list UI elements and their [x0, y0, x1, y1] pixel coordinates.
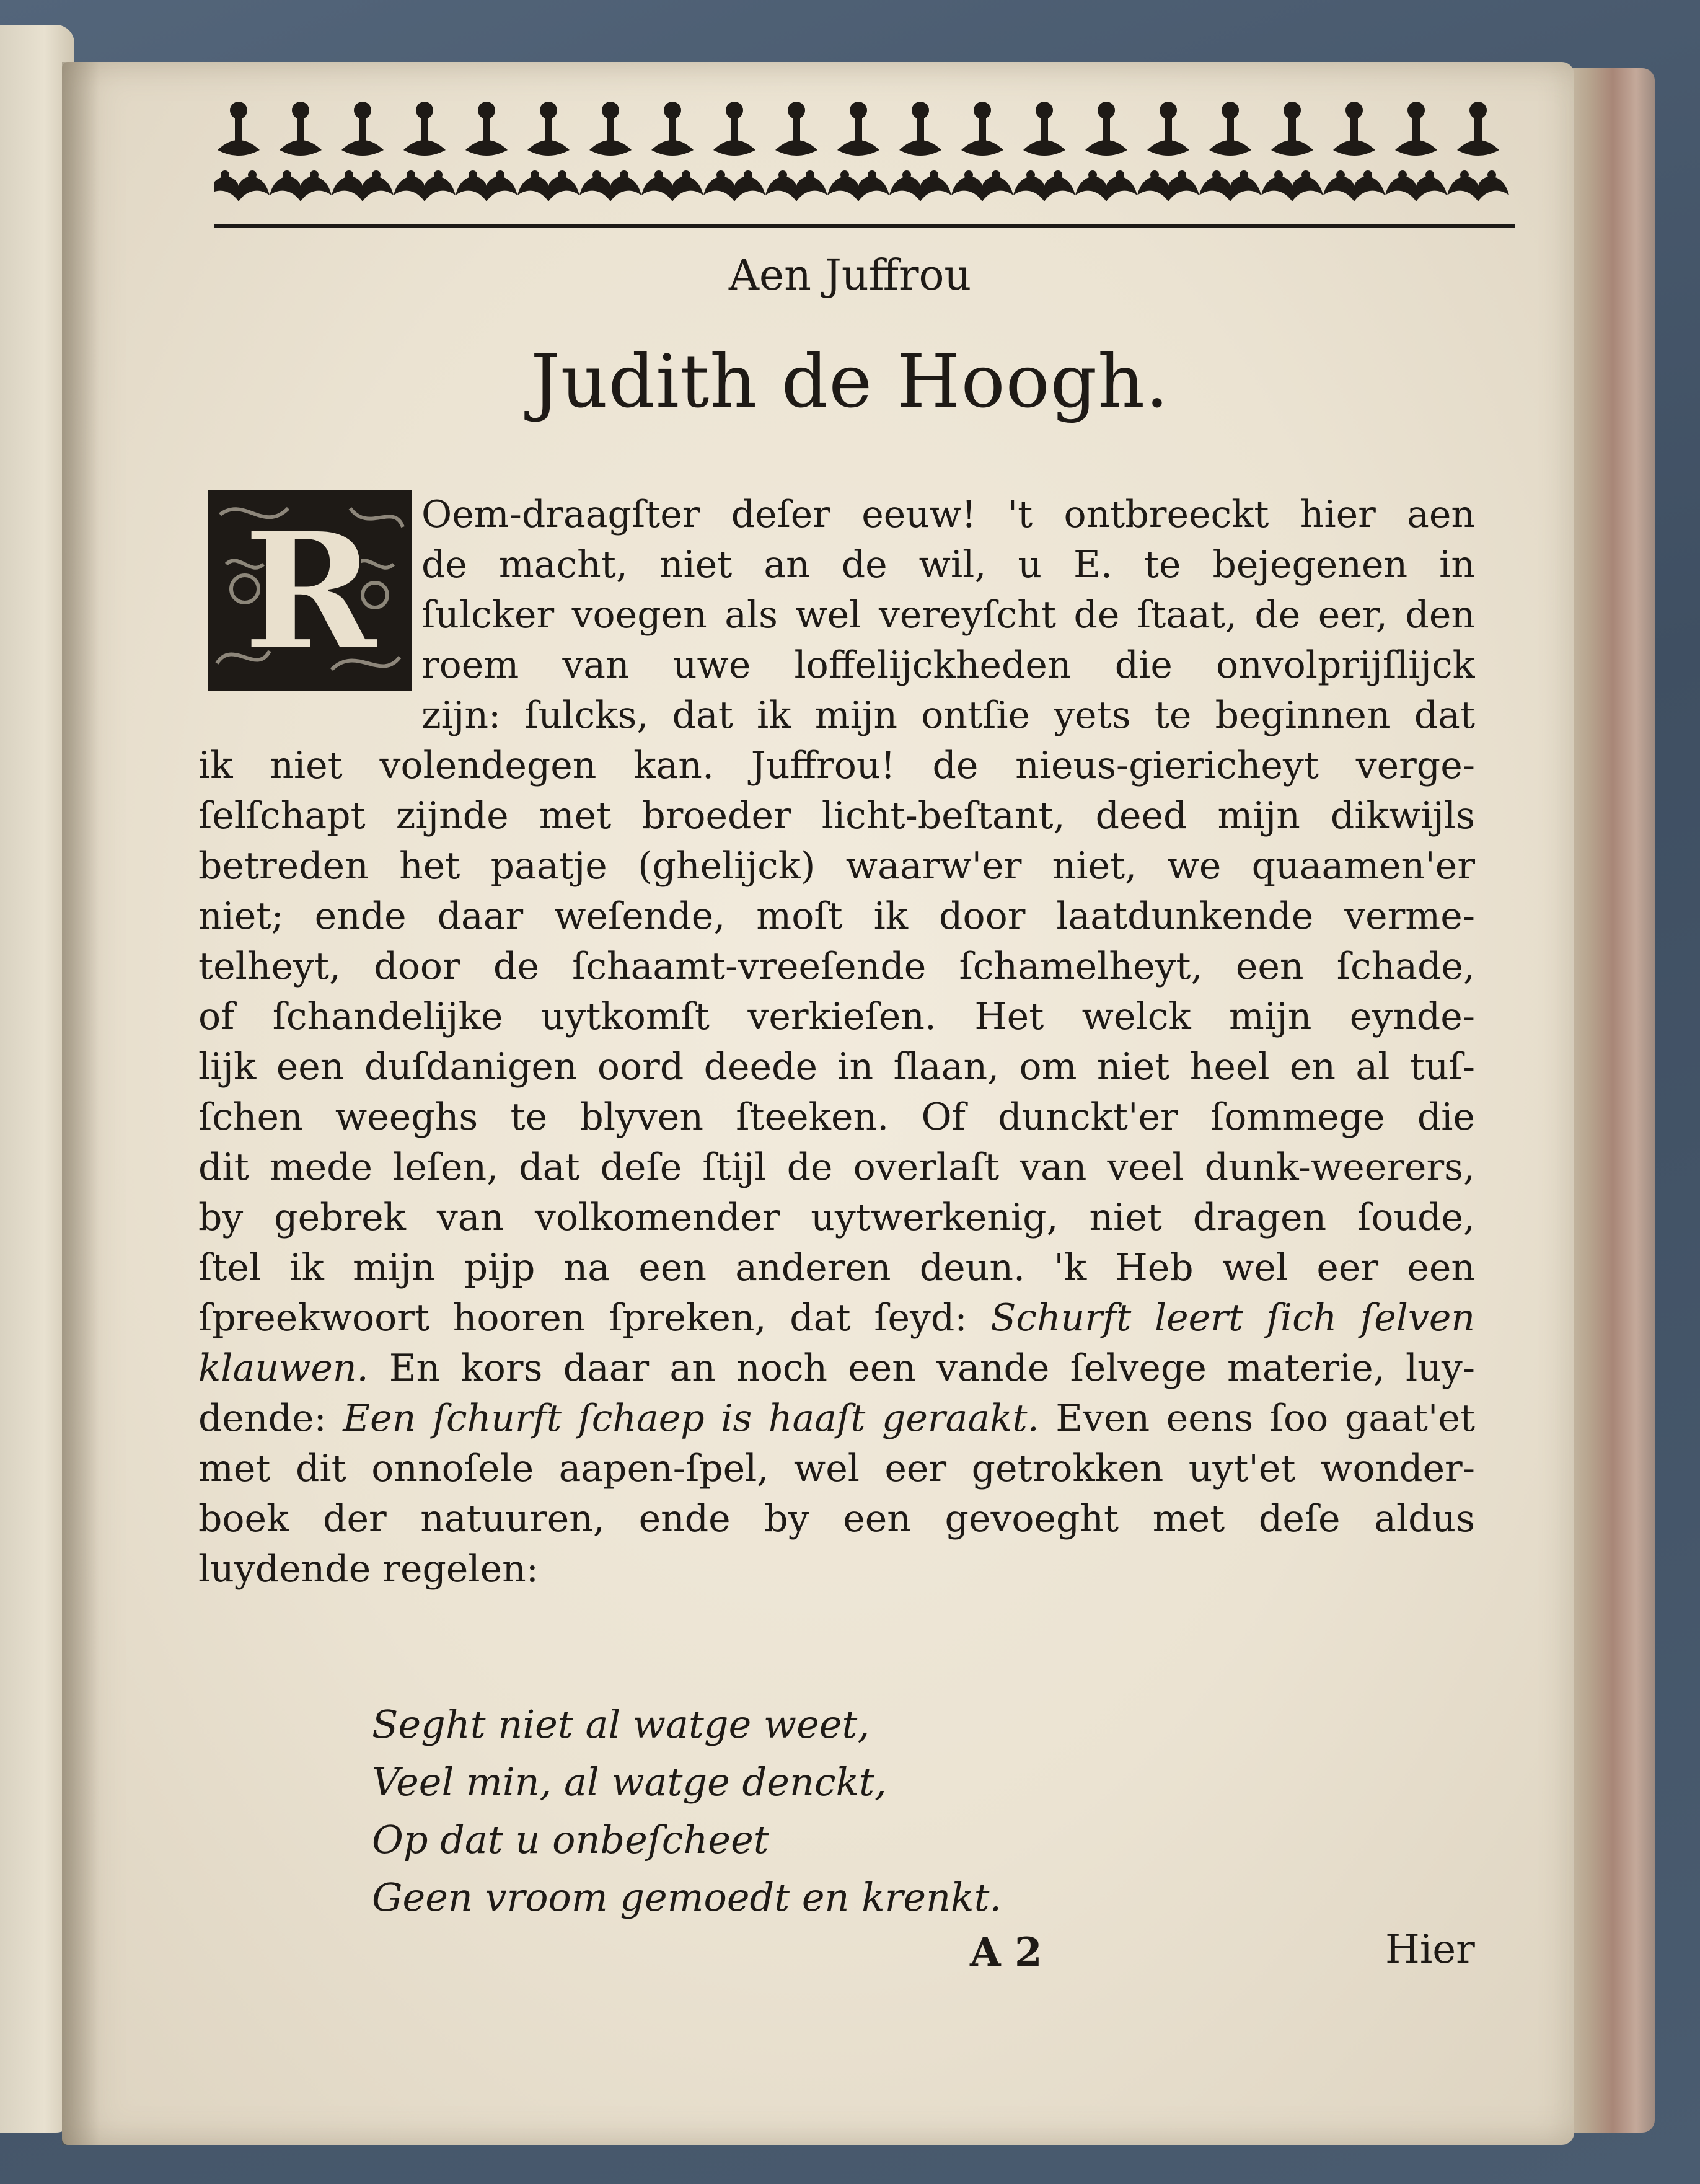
body-text-segment: zijn: ſulcks, dat ik mijn ontſie yets te beginnen dat	[421, 694, 1475, 737]
fleuron-ornament	[1137, 102, 1199, 201]
body-text-segment: dende:	[198, 1397, 343, 1440]
body-text-segment: lijk een duſdanigen oord deede in ſlaan, om niet heel en al tuſ-	[198, 1045, 1475, 1089]
body-text-segment: ſelſchapt zijnde met broeder licht-beſtant, deed mijn dikwijls	[198, 794, 1475, 838]
italic-quote: Een ſchurft ſchaep is haaſt geraakt.	[343, 1397, 1039, 1440]
fleuron-ornament	[332, 102, 394, 201]
catchword: Hier	[1385, 1927, 1475, 1973]
body-line	[198, 640, 1475, 691]
body-text-segment: de macht, niet an de wil, u E. te bejegenen in	[421, 543, 1475, 586]
fleuron-ornament	[394, 102, 456, 201]
body-line	[198, 1494, 1475, 1544]
body-text-segment: En kors daar an noch een vande ſelvege materie, luy-	[368, 1346, 1475, 1390]
fleuron-ornament	[1199, 102, 1261, 201]
fleuron-ornament	[765, 102, 827, 201]
italic-quote: Schurft leert ſich ſelven	[990, 1296, 1475, 1340]
poem-line: Geen vroom gemoedt en krenkt.	[372, 1875, 1002, 1920]
body-line	[198, 590, 1475, 640]
body-line	[198, 691, 1475, 741]
body-line	[198, 540, 1475, 590]
body-line	[198, 1143, 1475, 1193]
poem-line: Veel min, al watge denckt,	[372, 1759, 887, 1805]
signature-mark: A 2	[970, 1929, 1042, 1976]
body-line	[198, 791, 1475, 841]
page-title: Judith de Hoogh.	[531, 338, 1169, 424]
fleuron-ornament	[1261, 102, 1323, 201]
body-line	[198, 992, 1475, 1042]
fleuron-ornament	[889, 102, 951, 201]
body-text-segment: ſpreekwoort hooren ſpreken, dat ſeyd:	[198, 1296, 991, 1340]
poem-line: Op dat u onbeſcheet	[372, 1817, 769, 1862]
body-text-segment: Oem-draagſter deſer eeuw! 't ontbreeckt hier aen	[421, 493, 1475, 536]
poem-stanza	[372, 1695, 1116, 1926]
body-line	[198, 891, 1475, 942]
fleuron-ornament	[214, 102, 270, 201]
fleuron-ornament	[827, 102, 889, 201]
fleuron-ornament	[1323, 102, 1385, 201]
fleuron-ornament	[517, 102, 579, 201]
fleuron-ornament	[1075, 102, 1137, 201]
body-text-segment: niet; ende daar weſende, moſt ik door laatdunkende verme-	[198, 895, 1475, 938]
fleuron-ornament	[1385, 102, 1447, 201]
fleuron-ornament	[579, 102, 641, 201]
drop-cap-letter: R	[242, 497, 377, 686]
body-line	[198, 1343, 1475, 1394]
ornamental-header-band	[214, 93, 1515, 229]
body-text-segment: telheyt, door de ſchaamt-vreeſende ſchamelheyt, een ſchade,	[198, 945, 1475, 988]
body-text-segment: roem van uwe loffelijckheden die onvolprijſlijck	[421, 643, 1475, 687]
body-text-segment: Even eens ſoo gaat'et	[1039, 1397, 1475, 1440]
body-text-segment: of ſchandelijke uytkomſt verkieſen. Het welck mijn eynde-	[198, 995, 1475, 1038]
body-line	[198, 1042, 1475, 1092]
fleuron-ornament	[1447, 102, 1509, 201]
body-text	[198, 490, 1475, 1594]
poem-line: Seght niet al watge weet,	[372, 1702, 870, 1747]
body-line	[198, 942, 1475, 992]
body-text-segment: boek der natuuren, ende by een gevoeght met deſe aldus	[198, 1497, 1475, 1541]
body-line	[198, 841, 1475, 891]
body-line	[198, 1293, 1475, 1343]
body-text-segment: ſchen weeghs te blyven ſteeken. Of dunckt'er ſommege die	[198, 1095, 1475, 1139]
fleuron-ornament	[951, 102, 1013, 201]
body-line	[198, 1193, 1475, 1243]
body-text-segment: ik niet volendegen kan. Juffrou! de nieus-giericheyt verge-	[198, 744, 1475, 787]
fleuron-ornament	[456, 102, 517, 201]
body-line	[198, 1544, 1475, 1594]
body-text-segment: betreden het paatje (ghelijck) waarw'er niet, we quaamen'er	[198, 844, 1475, 888]
fleuron-ornament	[641, 102, 703, 201]
body-text-segment: by gebrek van volkomender uytwerkenig, niet dragen ſoude,	[198, 1196, 1475, 1239]
italic-quote: klauwen.	[198, 1346, 369, 1390]
body-line	[198, 741, 1475, 791]
body-text-segment: dit mede leſen, dat deſe ſtijl de overlaſt van veel dunk-weerers,	[198, 1146, 1475, 1189]
body-line	[198, 1394, 1475, 1444]
body-text-segment: ſulcker voegen als wel vereyſcht de ſtaat, de eer, den	[421, 593, 1475, 637]
body-line	[198, 1444, 1475, 1494]
header-rule	[214, 224, 1515, 228]
fleuron-ornament	[1013, 102, 1075, 201]
page-subtitle: Aen Juffrou	[728, 251, 972, 300]
body-text-segment: ſtel ik mijn pijp na een anderen deun. 'k Heb wel eer een	[198, 1246, 1475, 1289]
fleuron-ornament	[703, 102, 765, 201]
body-line	[198, 1092, 1475, 1143]
fleuron-ornament	[270, 102, 332, 201]
body-text-segment: met dit onnoſele aapen-ſpel, wel eer getrokken uyt'et wonder-	[198, 1447, 1475, 1490]
body-line	[198, 1243, 1475, 1293]
body-line	[198, 490, 1475, 540]
body-text-segment: luydende regelen:	[198, 1547, 539, 1591]
